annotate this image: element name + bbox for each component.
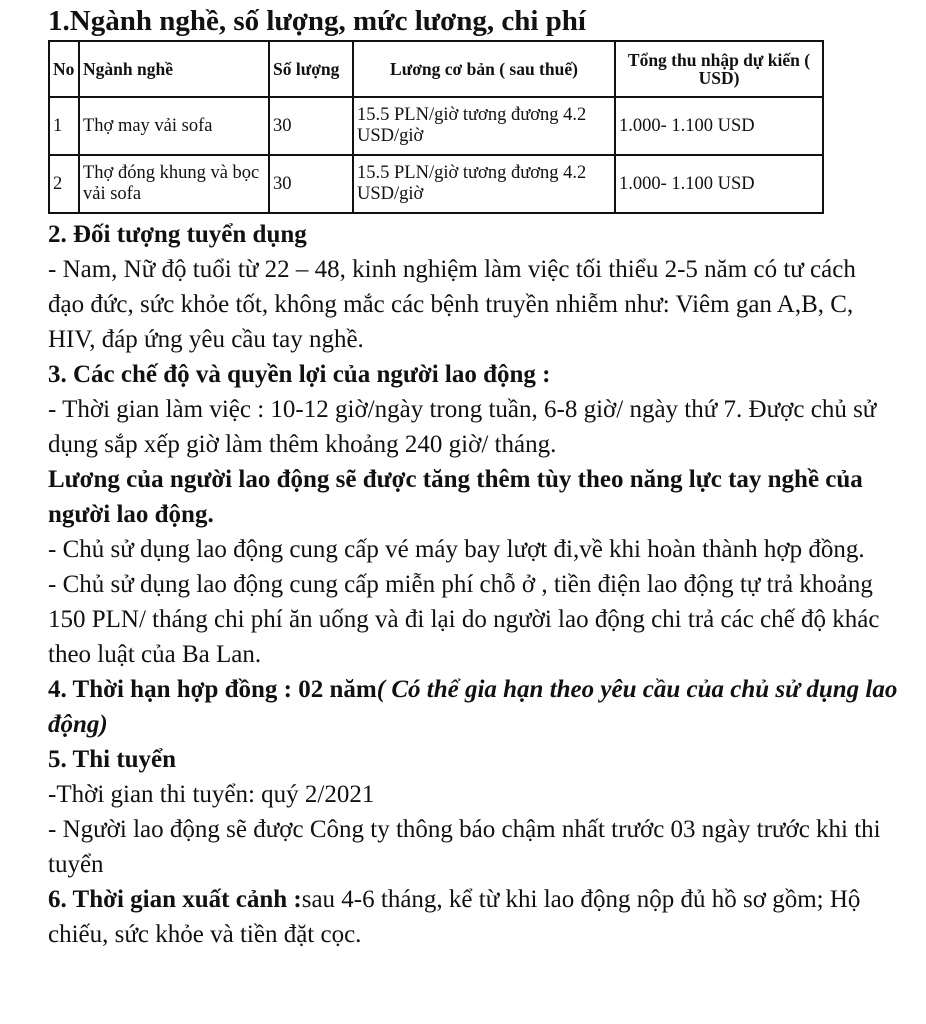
section-6-paragraph: [48, 882, 898, 952]
document-body: [48, 217, 898, 952]
exam-time-text: -Thời gian thi tuyển: quý 2/2021: [48, 781, 375, 808]
section-2-text: - Nam, Nữ độ tuổi từ 22 – 48, kinh nghiệm làm việc tối thiểu 2-5 năm có tư cách đạo đức, sức khỏe tốt, không mắc các bệnh truyền nhiễm như: Viêm gan A,B, C, HIV, đáp ứng yêu cầu tay nghề.: [48, 256, 856, 353]
row-salary: 15.5 PLN/giờ tương đương 4.2 USD/giờ: [353, 97, 615, 155]
exam-notice-text: - Người lao động sẽ được Công ty thông báo chậm nhất trước 03 ngày trước khi thi tuyển: [48, 816, 881, 878]
row-no: 1: [49, 97, 79, 155]
header-job: Ngành nghề: [79, 41, 269, 97]
row-job: Thợ may vải sofa: [79, 97, 269, 155]
section-2-heading: 2. Đối tượng tuyển dụng: [48, 221, 307, 248]
section-1-heading: 1.Ngành nghề, số lượng, mức lương, chi phí: [48, 5, 586, 37]
header-salary: Lương cơ bản ( sau thuế): [353, 41, 615, 97]
row-total: 1.000- 1.100 USD: [615, 97, 823, 155]
table-header-row: [49, 41, 823, 97]
header-total: Tổng thu nhập dự kiến ( USD): [615, 41, 823, 97]
section-3-heading: 3. Các chế độ và quyền lợi của người lao động :: [48, 361, 551, 388]
section-5-heading: 5. Thi tuyển: [48, 746, 177, 773]
row-qty: 30: [269, 155, 353, 213]
section-6-text: sau 4-6 tháng, kể từ khi lao động nộp đủ hồ sơ gồm; Hộ chiếu, sức khỏe và tiền đặt cọc.: [48, 886, 861, 948]
section-4-heading: [48, 672, 898, 742]
header-qty: Số lượng: [269, 41, 353, 97]
jobs-table: [48, 40, 824, 214]
table-row: [49, 97, 823, 155]
row-salary: 15.5 PLN/giờ tương đương 4.2 USD/giờ: [353, 155, 615, 213]
header-no: No: [49, 41, 79, 97]
row-total: 1.000- 1.100 USD: [615, 155, 823, 213]
section-4-note: ( Có thể gia hạn theo yêu cầu của chủ sử dụng lao động): [48, 676, 898, 738]
section-4-title: 4. Thời hạn hợp đồng : 02 năm: [48, 676, 377, 703]
housing-text: - Chủ sử dụng lao động cung cấp miễn phí chỗ ở , tiền điện lao động tự trả khoảng 150 PLN/ tháng chi phí ăn uống và đi lại do người lao động chi trả các chế độ khác theo luật của Ba Lan.: [48, 571, 880, 668]
table-row: [49, 155, 823, 213]
ticket-text: - Chủ sử dụng lao động cung cấp vé máy bay lượt đi,về khi hoàn thành hợp đồng.: [48, 536, 865, 563]
section-6-title: 6. Thời gian xuất cảnh :: [48, 886, 302, 913]
row-no: 2: [49, 155, 79, 213]
row-qty: 30: [269, 97, 353, 155]
work-time-text: - Thời gian làm việc : 10-12 giờ/ngày trong tuần, 6-8 giờ/ ngày thứ 7. Được chủ sử dụng sắp xếp giờ làm thêm khoảng 240 giờ/ tháng.: [48, 396, 877, 458]
salary-note: Lương của người lao động sẽ được tăng thêm tùy theo năng lực tay nghề của người lao động.: [48, 466, 863, 528]
row-job: Thợ đóng khung và bọc vải sofa: [79, 155, 269, 213]
